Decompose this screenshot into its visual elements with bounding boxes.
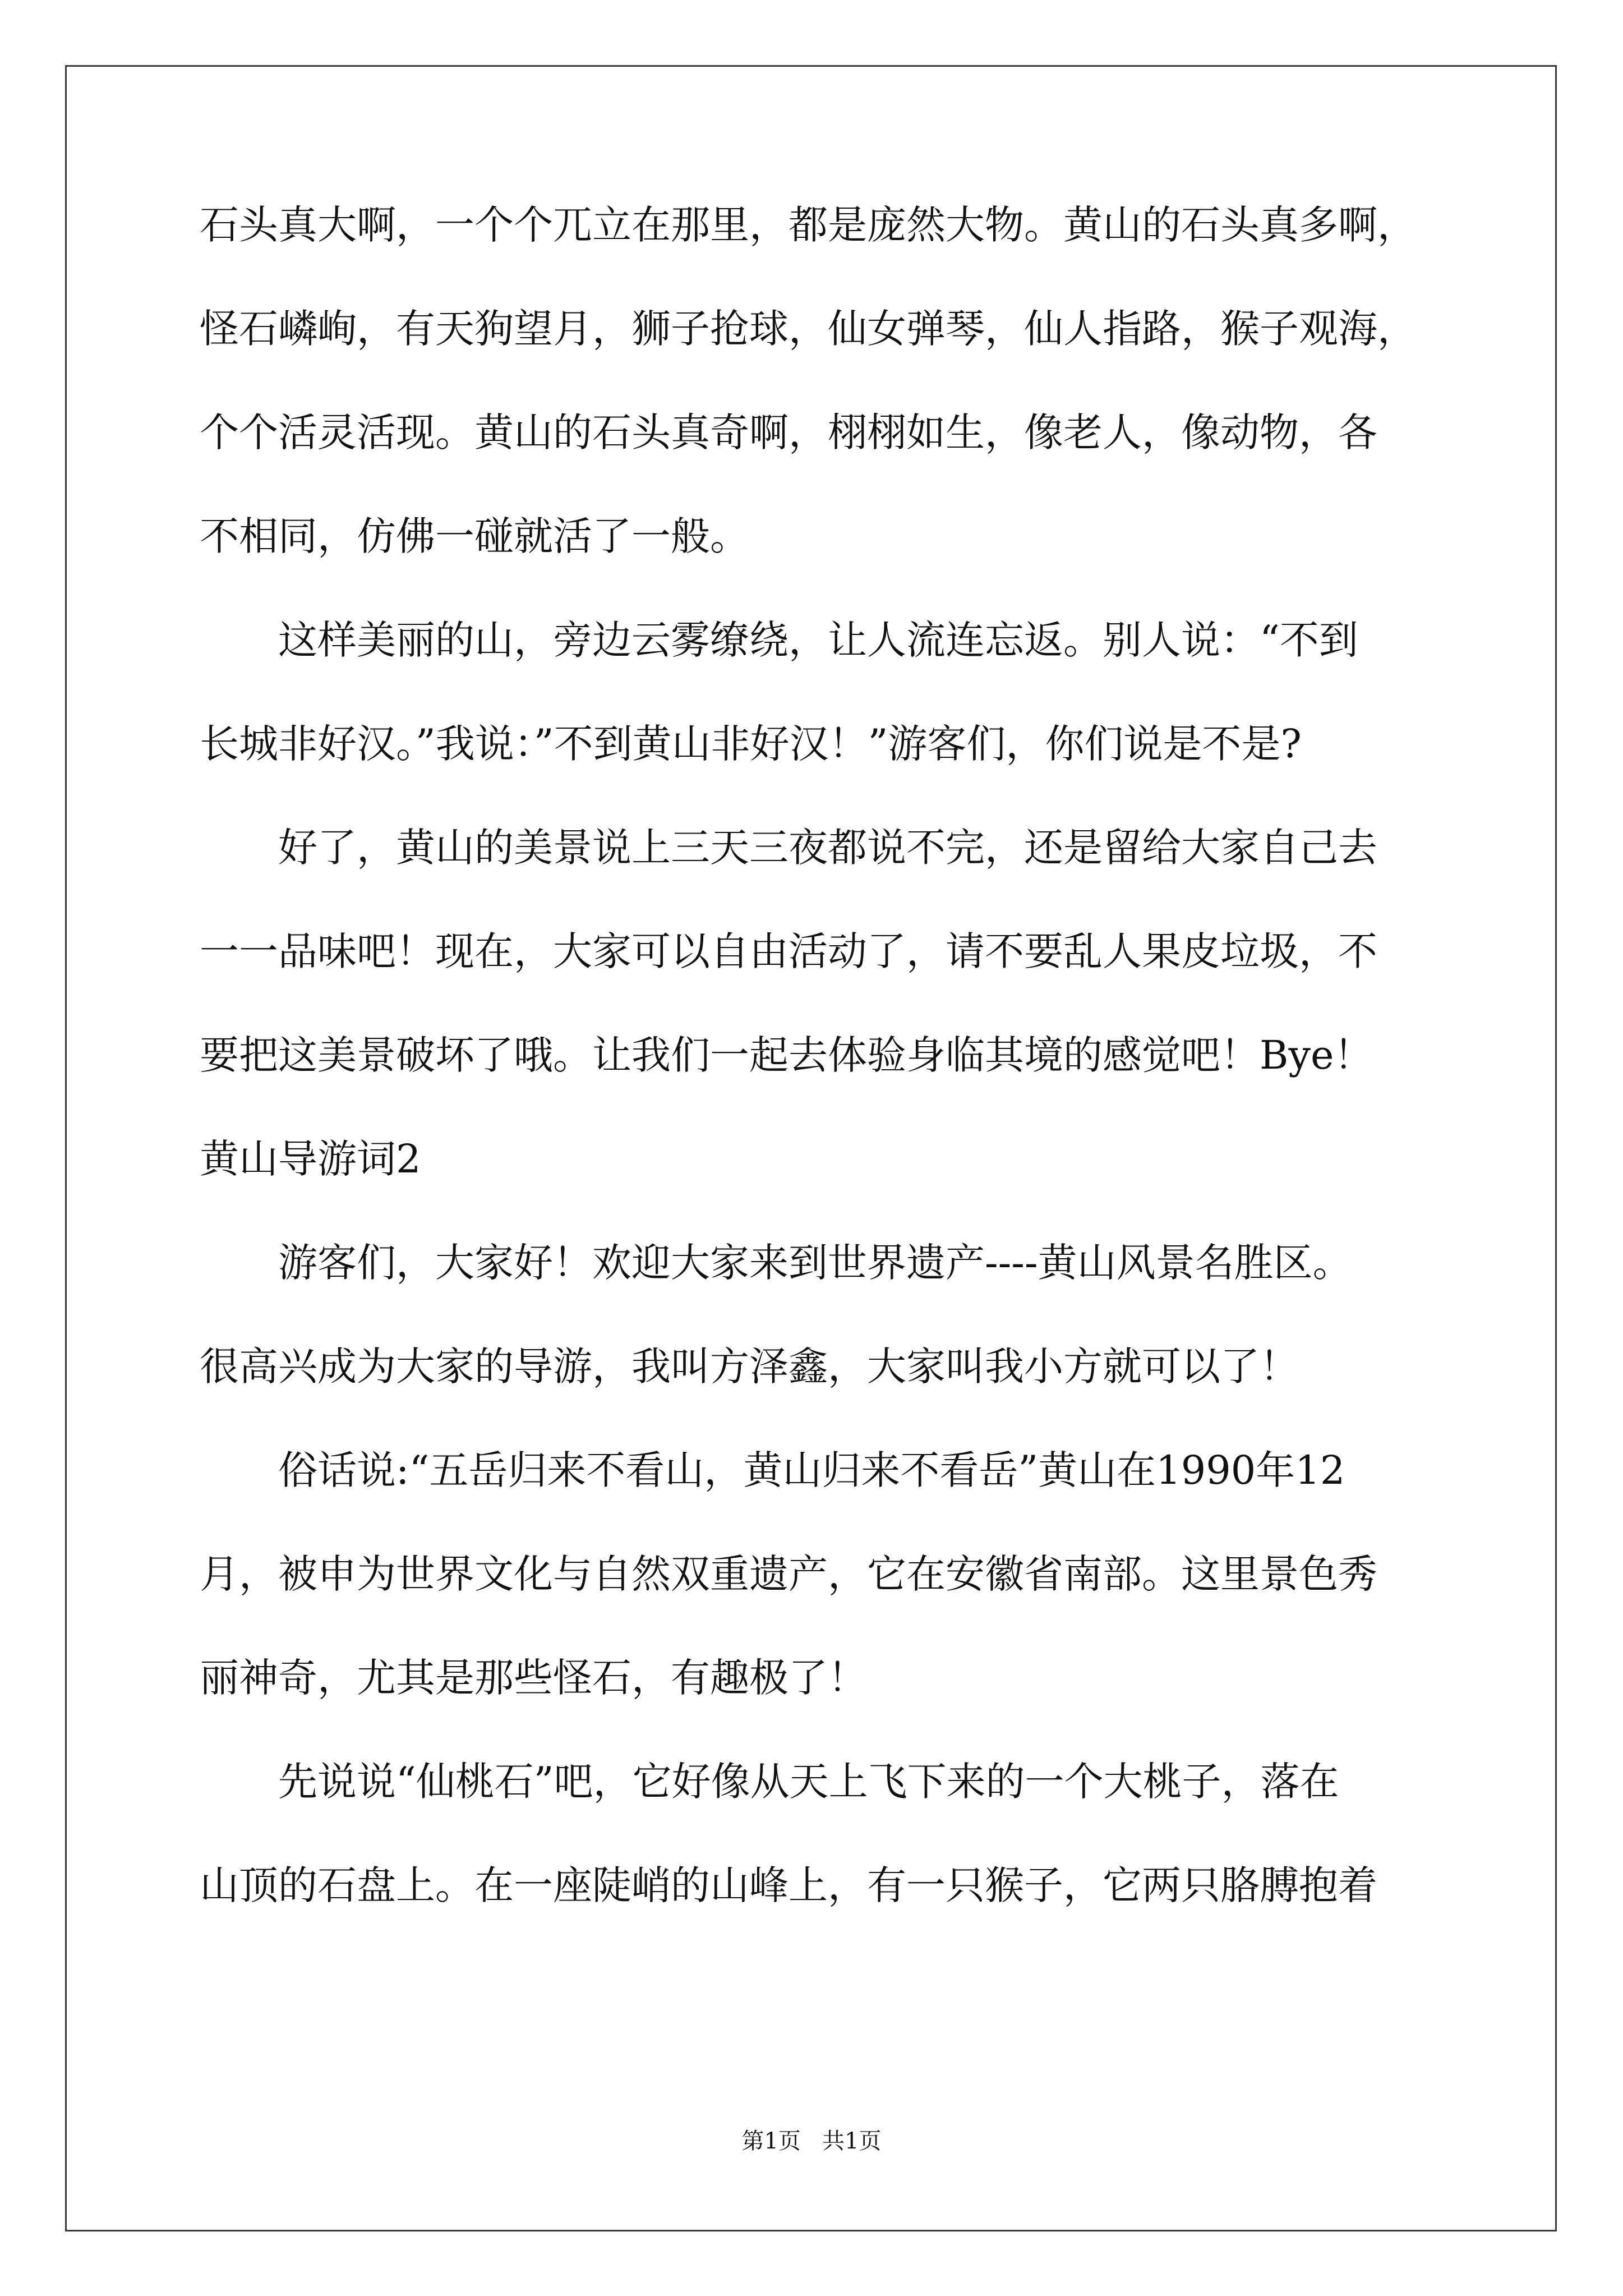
text-line: 丽神奇，尤其是那些怪石，有趣极了！ [200, 1655, 867, 1701]
text-line: 月，被申为世界文化与自然双重遗产，它在安徽省南部。这里景色秀 [200, 1551, 1377, 1597]
text-line: 怪石嶙峋，有天狗望月，狮子抢球，仙女弹琴，仙人指路，猴子观海， [200, 306, 1417, 352]
text-line: 俗话说:“五岳归来不看山，黄山归来不看岳”黄山在1990年12 [278, 1447, 1345, 1493]
page-footer: 第1页 共1页 [741, 2128, 882, 2154]
text-line: 很高兴成为大家的导游，我叫方泽鑫，大家叫我小方就可以了！ [200, 1343, 1299, 1389]
text-line: 石头真大啊，一个个兀立在那里，都是庞然大物。黄山的石头真多啊， [200, 202, 1417, 248]
text-line: 先说说“仙桃石”吧，它好像从天上飞下来的一个大桃子，落在 [278, 1759, 1339, 1805]
text-line: 山顶的石盘上。在一座陡峭的山峰上，有一只猴子，它两只胳膊抱着 [200, 1862, 1377, 1908]
text-line: 不相同，仿佛一碰就活了一般。 [200, 513, 749, 559]
text-line: 好了，黄山的美景说上三天三夜都说不完，还是留给大家自己去 [278, 825, 1377, 871]
text-line: 游客们，大家好！欢迎大家来到世界遗产----黄山风景名胜区。 [278, 1240, 1352, 1286]
text-line: 这样美丽的山，旁边云雾缭绕，让人流连忘返。别人说：“不到 [278, 617, 1358, 663]
text-line: 要把这美景破坏了哦。让我们一起去体验身临其境的感觉吧！Bye！ [200, 1032, 1373, 1078]
text-line: 一一品味吧！现在，大家可以自由活动了，请不要乱人果皮垃圾，不 [200, 928, 1377, 974]
text-line: 长城非好汉。”我说：”不到黄山非好汉！”游客们，你们说是不是? [200, 721, 1302, 767]
text-line: 个个活灵活现。黄山的石头真奇啊，栩栩如生，像老人，像动物，各 [200, 409, 1377, 455]
section-heading: 黄山导游词2 [200, 1136, 421, 1182]
